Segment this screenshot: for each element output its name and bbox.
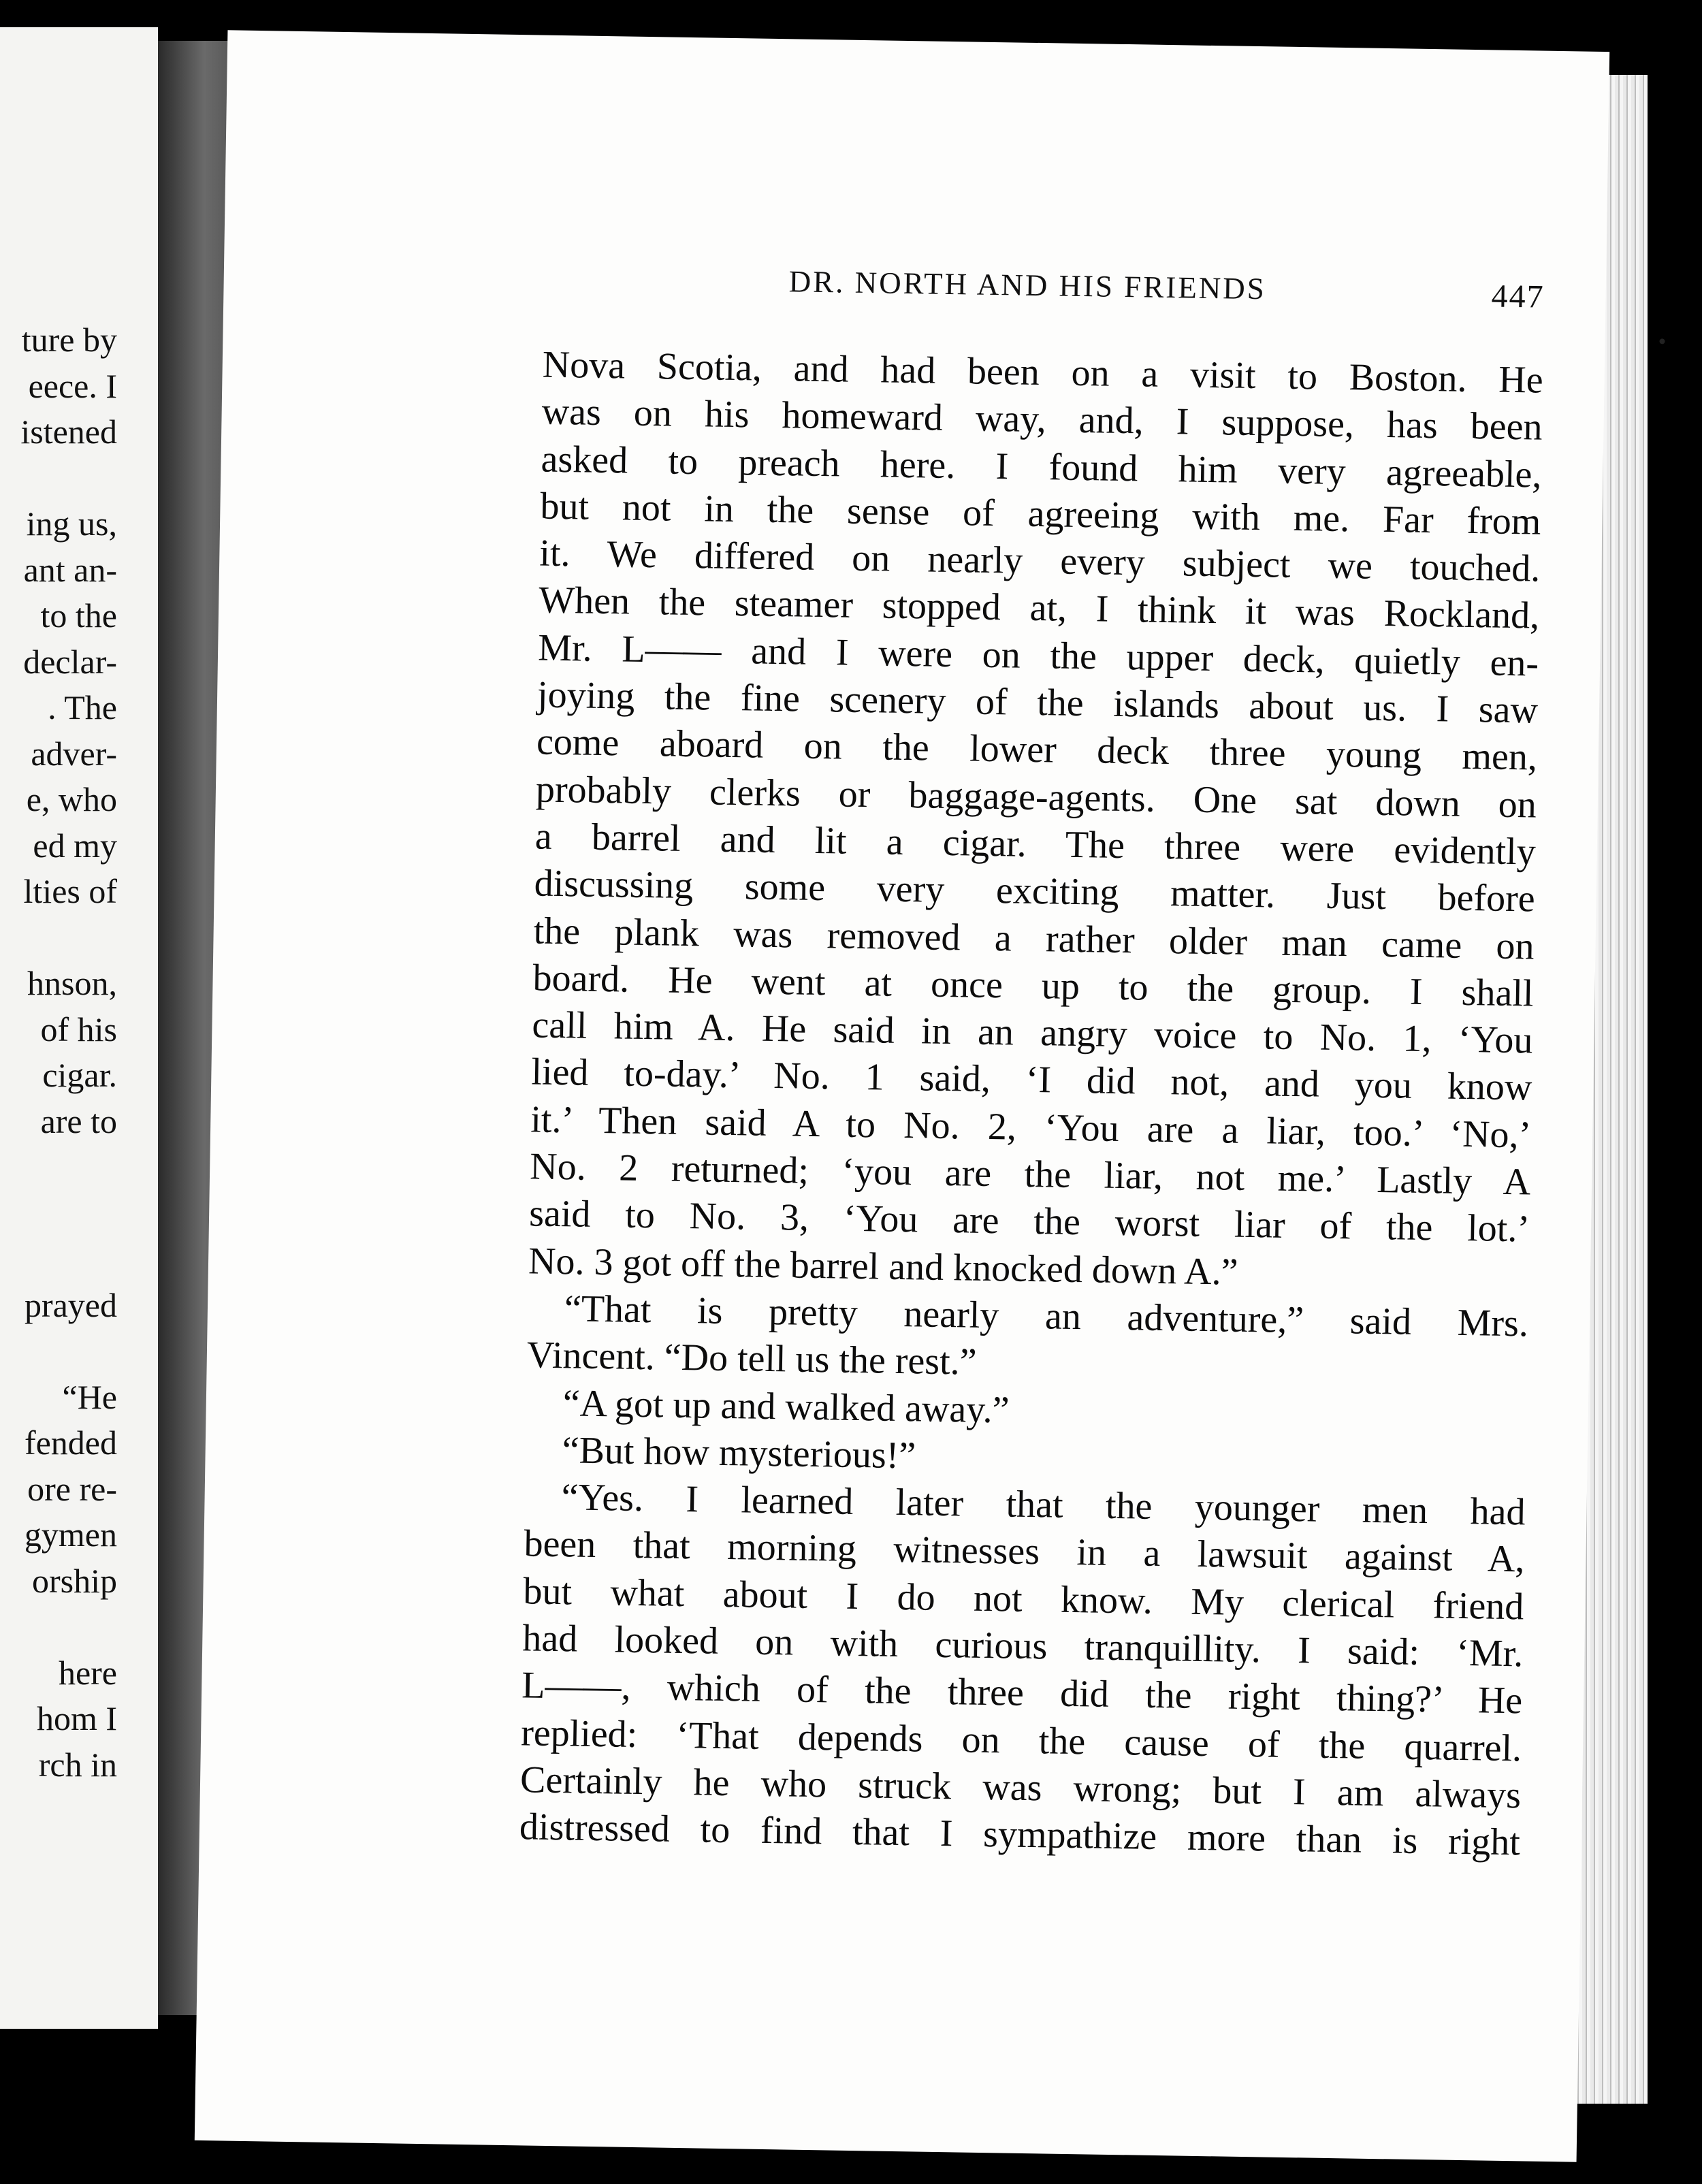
book-page [195,30,1609,2162]
text-line: joying the fine scenery of the islands about us. I saw [536,673,1539,732]
text-line: it.’ Then said A to No. 2, ‘You are a liar, too.’ ‘No,’ [530,1098,1532,1157]
text-line: No. 3 got off the barrel and knocked down A.” [528,1240,1238,1294]
facing-page-line: lties of [23,872,117,910]
text-line: said to No. 3, ‘You are the worst liar of the lot.’ [528,1192,1530,1251]
facing-page-line: declar- [23,642,117,681]
text-line: replied: ‘That depends on the cause of the quarrel. [520,1711,1522,1770]
text-line: No. 2 returned; ‘you are the liar, not me.’ Lastly A [529,1145,1531,1204]
facing-page-line: ed my [33,826,117,865]
text-line: Vincent. “Do tell us the rest.” [526,1334,978,1383]
facing-page-line: to the [40,596,117,635]
facing-page-line: hnson, [27,964,117,1002]
text-line: “Yes. I learned later that the younger men had [561,1476,1526,1534]
page-number: 447 [1491,278,1545,315]
facing-page-line: ing us, [26,504,117,543]
facing-page-line: ture by [21,321,117,359]
facing-page-line: orship [32,1561,117,1600]
text-line: Certainly he who struck was wrong; but I am always [519,1759,1522,1817]
facing-page-line: are to [40,1102,117,1140]
text-line: When the steamer stopped at, I think it was Rockland, [538,579,1540,638]
text-line: come aboard on the lower deck three young men, [536,720,1538,779]
facing-page-line: prayed [24,1285,117,1324]
text-line: but not in the sense of agreeing with me. Far from [540,485,1541,543]
text-line: lied to-day.’ No. 1 said, ‘I did not, and you know [530,1050,1532,1109]
speck [1659,338,1665,344]
text-line: L——, which of the three did the right thing?’ He [521,1664,1523,1722]
text-line: discussing some very exciting matter. Just before [534,862,1536,920]
text-line: been that morning witnesses in a lawsuit against A, [524,1522,1525,1581]
text-line: “A got up and walked away.” [562,1381,1010,1432]
facing-page-line: rch in [38,1745,117,1784]
facing-page-line: ore re- [27,1469,117,1508]
facing-page-line: eece. I [28,366,117,405]
facing-page-line: gymen [24,1515,117,1554]
facing-page-line: hom I [36,1699,117,1737]
facing-page-line: istened [20,413,117,451]
text-line: it. We differed on nearly every subject we touched. [539,532,1541,590]
text-line: Nova Scotia, and had been on a visit to Boston. He [542,343,1544,402]
text-line: distressed to find that I sympathize more than is right [519,1805,1521,1864]
text-line: asked to preach here. I found him very agreeable, [541,438,1542,496]
facing-page-line: cigar. [42,1056,117,1094]
facing-page-line: . The [48,688,117,726]
facing-page-line: of his [40,1010,117,1048]
text-line: Mr. L—— and I were on the upper deck, quietly en- [537,626,1539,685]
body-text [519,342,1544,1867]
facing-page-line: fended [24,1424,117,1462]
text-line: call him A. He said in an angry voice to No. 1, ‘You [532,1003,1533,1062]
facing-page-line: e, who [26,780,117,818]
text-line: a barrel and lit a cigar. The three were evidently [534,815,1537,873]
facing-page-line: ant an- [23,550,117,589]
facing-page-line: here [58,1653,117,1692]
text-line: but what about I do not know. My clerical friend [523,1570,1524,1628]
text-line: board. He went at once up to the group. I shall [532,957,1534,1015]
facing-page-line: adver- [31,734,117,773]
page-header [571,260,1545,315]
text-line: probably clerks or baggage-agents. One sat down on [535,768,1537,826]
text-line: the plank was removed a rather older man came on [533,910,1535,968]
facing-page [0,27,158,2029]
text-line: “That is pretty nearly an adventure,” said Mrs. [564,1287,1529,1345]
text-line: was on his homeward way, and, I suppose, has been [541,390,1543,449]
text-line: “But how mysterious!” [562,1429,916,1477]
running-head: DR. NORTH AND HIS FRIENDS [788,264,1267,306]
facing-page-line: “He [62,1377,117,1416]
text-line: had looked on with curious tranquillity. I said: ‘Mr. [521,1617,1524,1675]
